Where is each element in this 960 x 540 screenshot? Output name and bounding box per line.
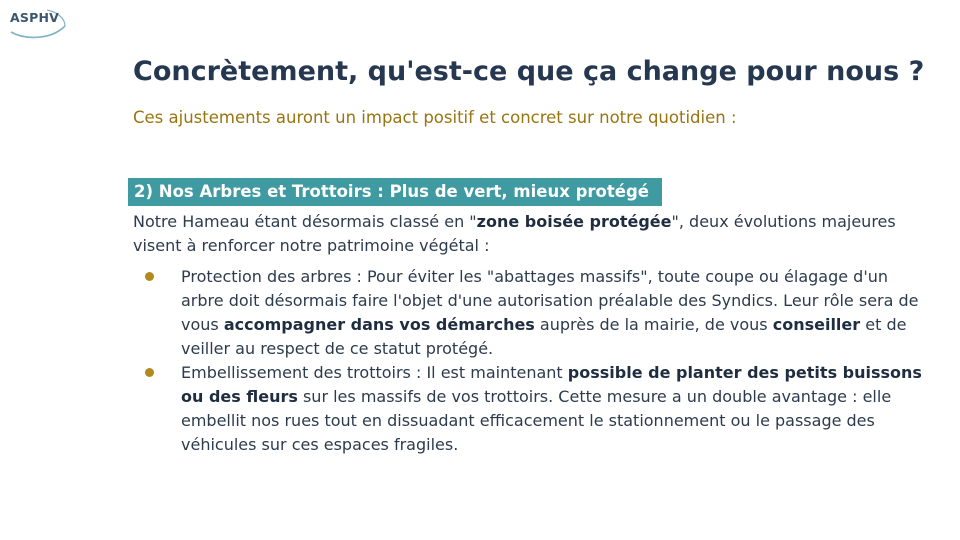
intro-text-start: Notre Hameau étant désormais classé en "	[133, 212, 477, 231]
section-intro	[133, 210, 923, 258]
intro-text-end: ", deux évolutions majeures visent à renforcer notre patrimoine végétal :	[133, 212, 896, 255]
bullet-text: Embellissement des trottoirs : Il est maintenant	[181, 363, 568, 382]
intro-bold: zone boisée protégée	[476, 212, 672, 231]
bullet-text: auprès de la mairie, de vous	[534, 315, 773, 334]
bullet-dot-icon	[145, 272, 154, 281]
bullet-text: Protection des arbres : Pour éviter les "abattages massifs", toute coupe ou élagage d'un arbre doit désormais faire l'objet d'une autorisation préalable des Syndics. Leur rôle sera de vous	[181, 267, 919, 334]
logo	[7, 6, 69, 40]
section-banner: 2) Nos Arbres et Trottoirs : Plus de vert, mieux protégé	[128, 178, 662, 206]
bullet-text: et de veiller au respect de ce statut protégé.	[181, 315, 907, 358]
bullet-list	[133, 265, 928, 457]
bullet-bold: accompagner dans vos démarches	[223, 315, 535, 334]
page-title: Concrètement, qu'est-ce que ça change pour nous ?	[133, 56, 925, 87]
page-subtitle: Ces ajustements auront un impact positif et concret sur notre quotidien :	[133, 108, 737, 127]
list-item	[133, 265, 928, 361]
bullet-bold: conseiller	[772, 315, 861, 334]
logo-text: ASPHV	[10, 10, 59, 25]
list-item	[133, 361, 928, 457]
bullet-bold: possible de planter des petits buissons ou des fleurs	[181, 363, 922, 406]
bullet-dot-icon	[145, 368, 154, 377]
bullet-text: sur les massifs de vos trottoirs. Cette mesure a un double avantage : elle embellit nos rues tout en dissuadant efficacement le stationnement ou le passage des véhicules sur ces espaces fragiles.	[181, 387, 892, 454]
